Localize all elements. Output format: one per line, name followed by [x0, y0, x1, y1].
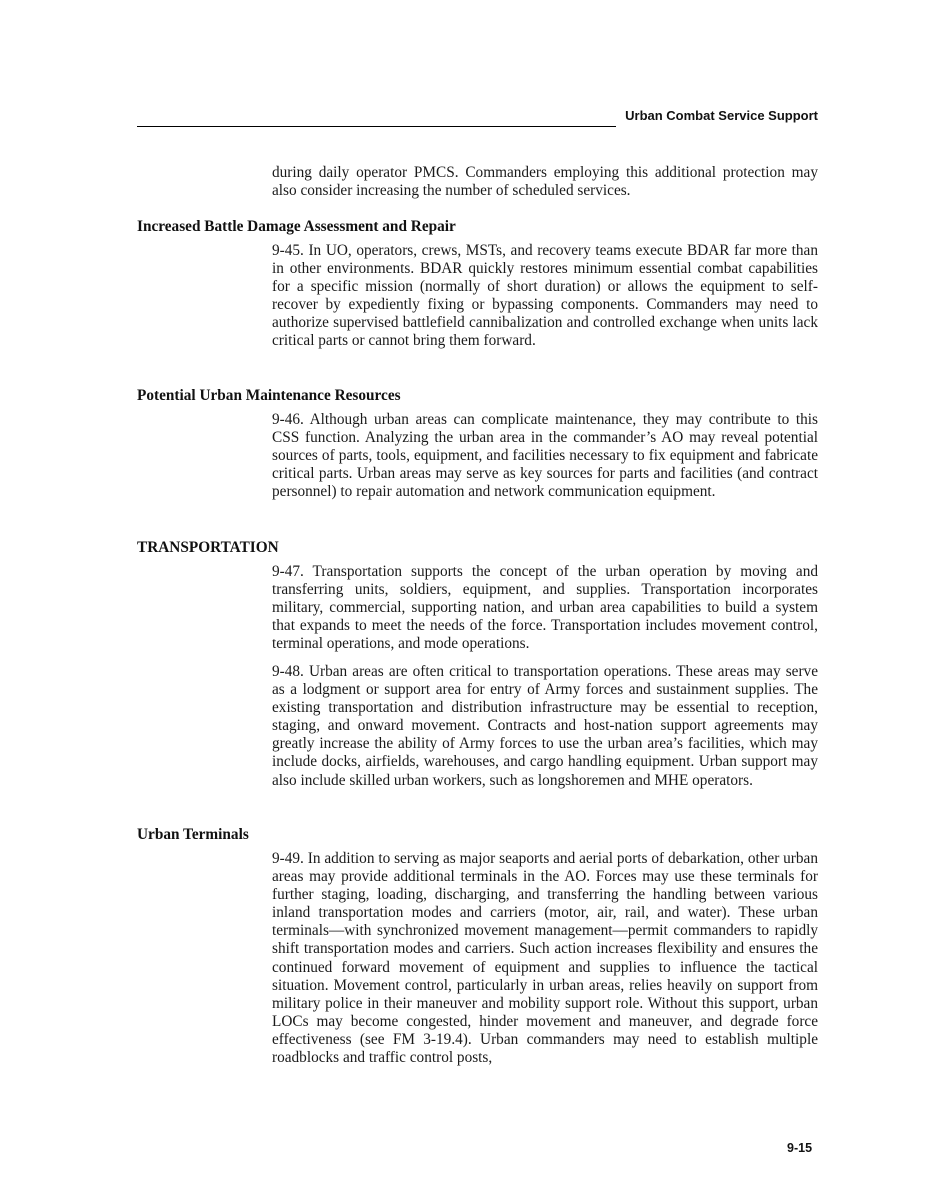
- paragraph-9-48: 9-48. Urban areas are often critical to transportation operations. These areas may serve as a lodgment or support area for entry of Army forces and sustainment supplies. The existing transportation and distribution infrastructure may be essential to reception, staging, and onward movement. Contracts and host-nation support agreements may greatly increase the ability of Army forces to use the urban area’s facilities, which may include docks, airfields, warehouses, and cargo handling equipment. Urban support may also include skilled urban workers, such as longshoremen and MHE operators.: [272, 663, 818, 789]
- section-heading-maintenance-resources: Potential Urban Maintenance Resources: [137, 387, 401, 404]
- paragraph-9-47: 9-47. Transportation supports the concept of the urban operation by moving and transferring units, soldiers, equipment, and supplies. Transportation incorporates military, commercial, supporting nation, and urban area capabilities to build a system that expands to meet the needs of the force. Transportation includes movement control, terminal operations, and mode operations.: [272, 563, 818, 653]
- running-header-title: Urban Combat Service Support: [625, 108, 818, 123]
- page-number: 9-15: [787, 1141, 813, 1155]
- paragraph-9-49: 9-49. In addition to serving as major seaports and aerial ports of debarkation, other urban areas may provide additional terminals in the AO. Forces may use these terminals for further staging, loading, discharging, and transferring the handling between various inland transportation modes and carriers (motor, air, rail, and water). These urban terminals—with synchronized movement management—permit commanders to rapidly shift transportation modes and carriers. Such action increases flexibility and ensures the continued forward movement of equipment and supplies to influence the tactical situation. Movement control, particularly in urban areas, relies heavily on support from military police in their maneuver and mobility support role. Without this support, urban LOCs may become congested, hinder movement and maneuver, and degrade force effectiveness (see FM 3-19.4). Urban commanders may need to establish multiple roadblocks and traffic control posts,: [272, 850, 818, 1067]
- header-rule-gap: [616, 124, 820, 129]
- section-heading-bdar: Increased Battle Damage Assessment and Repair: [137, 218, 456, 235]
- paragraph: during daily operator PMCS. Commanders employing this additional protection may also consider increasing the number of scheduled services.: [272, 164, 818, 200]
- section-heading-urban-terminals: Urban Terminals: [137, 826, 249, 843]
- section-body-maintenance-resources: [272, 411, 818, 501]
- section-body-bdar: [272, 242, 818, 351]
- continued-paragraph: [272, 164, 818, 200]
- paragraph-9-45: 9-45. In UO, operators, crews, MSTs, and recovery teams execute BDAR far more than in other environments. BDAR quickly restores minimum essential combat capabilities for a specific mission (normally of short duration) or allows the equipment to self-recover by expediently fixing or bypassing components. Commanders may need to authorize supervised battlefield cannibalization and controlled exchange when units lack critical parts or cannot bring them forward.: [272, 242, 818, 350]
- section-heading-transportation: TRANSPORTATION: [137, 539, 279, 556]
- section-body-transportation-47: [272, 563, 818, 653]
- running-header: [137, 106, 818, 127]
- paragraph-9-46: 9-46. Although urban areas can complicate maintenance, they may contribute to this CSS function. Analyzing the urban area in the commander’s AO may reveal potential sources of parts, tools, equipment, and facilities necessary to fix equipment and fabricate critical parts. Urban areas may serve as key sources for parts and facilities (and contract personnel) to repair automation and network communication equipment.: [272, 411, 818, 501]
- section-body-transportation-48: [272, 663, 818, 790]
- section-body-urban-terminals: [272, 850, 818, 1067]
